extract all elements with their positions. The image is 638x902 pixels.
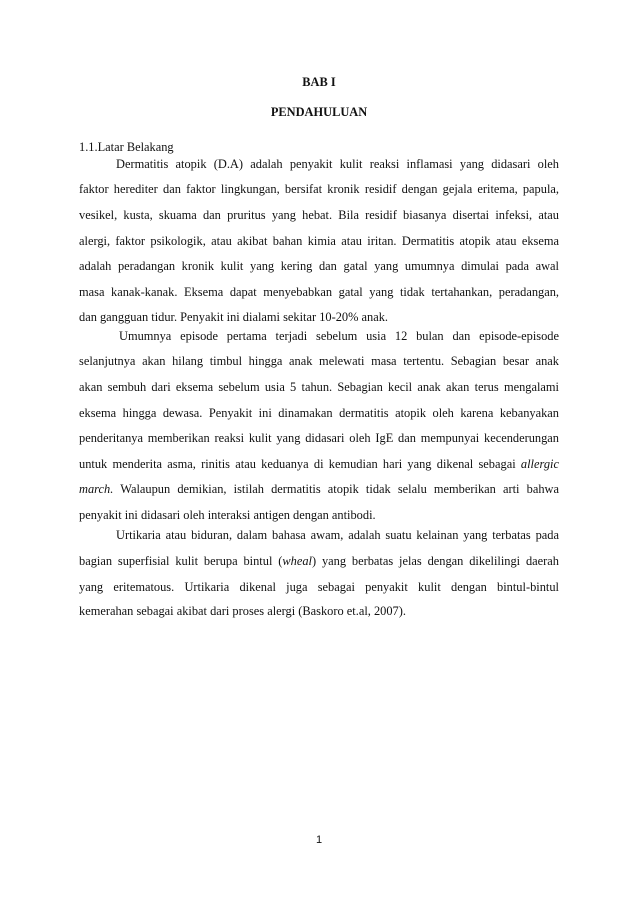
italic-term: wheal	[282, 554, 312, 568]
text-run: penderitanya memberikan reaksi kulit yang didasari oleh IgE dan mempunyai kecenderungan	[79, 431, 559, 445]
text-run: Umumnya episode pertama terjadi sebelum usia 12 bulan dan episode-episode	[119, 329, 559, 343]
text-run: dan gangguan tidur. Penyakit ini dialami sekitar 10-20% anak.	[79, 310, 389, 324]
text-run: bagian superfisial kulit berupa bintul (	[79, 554, 283, 568]
chapter-label: BAB I	[302, 75, 336, 89]
text-run: alergi, faktor psikologik, atau akibat bahan kimia atau iritan. Dermatitis atopik atau eksema	[79, 234, 559, 248]
text-run: Walaupun demikian, istilah dermatitis atopik tidak selalu memberikan arti bahwa	[113, 482, 559, 496]
paragraph-2-line	[79, 481, 559, 497]
paragraph-3-line	[79, 603, 559, 619]
text-run: vesikel, kusta, skuama dan pruritus yang hebat. Bila residif biasanya disertai infeksi, atau	[79, 208, 559, 222]
paragraph-3-line	[116, 527, 559, 543]
italic-term: march.	[79, 482, 114, 496]
paragraph-2-line	[79, 456, 559, 472]
text-run: akan sembuh dari eksema sebelum usia 5 tahun. Sebagian kecil anak akan terus mengalami	[79, 380, 559, 394]
text-run: untuk menderita asma, rinitis atau keduanya di kemudian hari yang dikenal sebagai	[79, 457, 521, 471]
text-run: selanjutnya akan hilang timbul hingga anak melewati masa tertentu. Sebagian besar anak	[79, 354, 559, 368]
paragraph-1-line	[79, 233, 559, 249]
paragraph-2-line	[79, 353, 559, 369]
paragraph-2-line	[119, 328, 559, 344]
paragraph-1-line	[79, 284, 559, 300]
italic-term: allergic	[520, 457, 559, 471]
text-run: faktor herediter dan faktor lingkungan, bersifat kronik residif dengan gejala eritema, papula,	[79, 182, 559, 196]
paragraph-1-line	[79, 207, 559, 223]
chapter-title: PENDAHULUAN	[270, 105, 368, 119]
text-run: Urtikaria atau biduran, dalam bahasa awam, adalah suatu kelainan yang terbatas pada	[116, 528, 559, 542]
paragraph-2-line	[79, 507, 559, 523]
paragraph-2-line	[79, 405, 559, 421]
paragraph-1-line	[79, 309, 559, 325]
paragraph-2-line	[79, 430, 559, 446]
text-run: Dermatitis atopik (D.A) adalah penyakit kulit reaksi inflamasi yang didasari oleh	[116, 157, 559, 171]
paragraph-1-line	[79, 181, 559, 197]
page-number: 1	[315, 834, 323, 846]
text-run: ) yang berbatas jelas dengan dikelilingi daerah	[311, 554, 559, 568]
text-run: eksema hingga dewasa. Penyakit ini dinamakan dermatitis atopik oleh karena kebanyakan	[79, 406, 559, 420]
text-run: masa kanak-kanak. Eksema dapat menyebabkan gatal yang tidak tertahankan, peradangan,	[79, 285, 559, 299]
paragraph-1-line	[79, 258, 559, 274]
text-run: yang eritematous. Urtikaria dikenal juga sebagai penyakit kulit dengan bintul-bintul	[79, 580, 559, 594]
text-run: adalah peradangan kronik kulit yang kering dan gatal yang umumnya dimulai pada awal	[79, 259, 559, 273]
paragraph-1-line	[116, 156, 559, 172]
paragraph-3-line	[79, 553, 559, 569]
section-heading: 1.1.Latar Belakang	[79, 140, 174, 154]
paragraph-3-line	[79, 579, 559, 595]
paragraph-2-line	[79, 379, 559, 395]
text-run: penyakit ini didasari oleh interaksi antigen dengan antibodi.	[79, 508, 376, 522]
text-run: kemerahan sebagai akibat dari proses alergi (Baskoro et.al, 2007).	[79, 604, 406, 618]
